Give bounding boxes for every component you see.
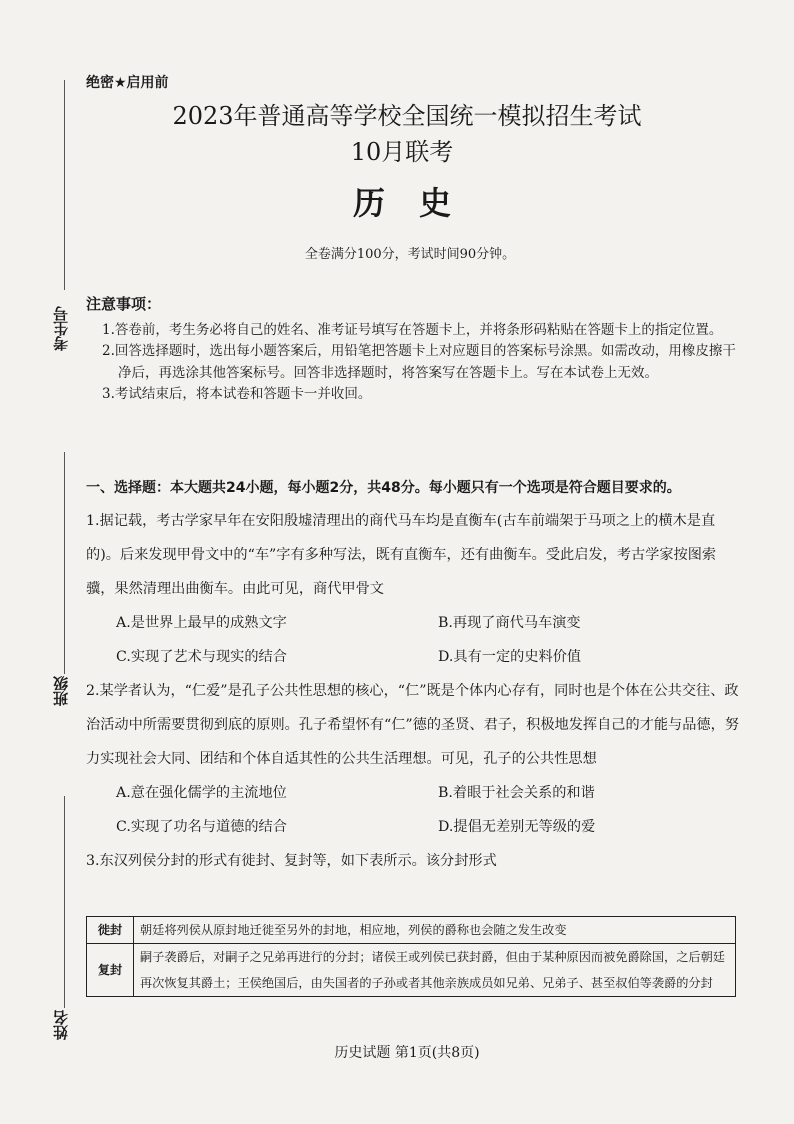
q3-table bbox=[86, 916, 736, 997]
question-3 bbox=[86, 844, 740, 878]
question-stem: 3.东汉列侯分封的形式有徙封、复封等，如下表所示。该分封形式 bbox=[86, 853, 497, 869]
option-b: B.着眼于社会关系的和谐 bbox=[438, 785, 595, 801]
notice-item: 3.考试结束后，将本试卷和答题卡一并收回。 bbox=[102, 386, 372, 402]
exam-title: 2023年普通高等学校全国统一模拟招生考试 bbox=[172, 102, 642, 130]
question-1 bbox=[86, 504, 740, 674]
question-list bbox=[86, 504, 740, 878]
notice-item: 2.回答选择题时，选出每小题答案后，用铅笔把答题卡上对应题目的答案标号涂黑。如需改动，用橡皮擦干净后，再选涂其他答案标号。回答非选择题时，将答案写在答题卡上。写在本试卷上无效。 bbox=[102, 343, 736, 381]
binding-line bbox=[64, 452, 65, 674]
question-stem: 2.某学者认为，“仁爱”是孔子公共性思想的核心，“仁”既是个体内心存有，同时也是个体在公共交往、政治活动中所需要贯彻到底的原则。孔子希望怀有“仁”德的圣贤、君子，积极地发挥自己的才能与品德，努力实现社会大同、团结和个体自适其性的公共生活理想。可见，孔子的公共性思想 bbox=[86, 683, 739, 767]
subject-title: 历史 bbox=[352, 184, 485, 222]
class-label: 班级 bbox=[52, 676, 70, 706]
notice-block bbox=[86, 294, 746, 406]
exam-number-label: 考生号 bbox=[52, 306, 70, 351]
question-2 bbox=[86, 674, 740, 844]
table-row bbox=[87, 917, 736, 944]
page-footer: 历史试题 第1页(共8页) bbox=[334, 1045, 480, 1061]
option-d: D.提倡无差别无等级的爱 bbox=[438, 819, 596, 835]
binding-line bbox=[64, 796, 65, 1008]
option-a: A.是世界上最早的成熟文字 bbox=[116, 615, 287, 631]
table-header-cell: 复封 bbox=[87, 944, 134, 997]
option-c: C.实现了艺术与现实的结合 bbox=[116, 649, 287, 665]
table-header-cell: 徙封 bbox=[87, 917, 134, 944]
option-d: D.具有一定的史料价值 bbox=[438, 649, 582, 665]
option-list bbox=[86, 606, 740, 674]
binding-margin bbox=[0, 0, 80, 1124]
option-a: A.意在强化儒学的主流地位 bbox=[116, 785, 287, 801]
notice-title: 注意事项： bbox=[86, 295, 162, 313]
confidential-mark: 绝密★启用前 bbox=[86, 75, 169, 91]
table-row bbox=[87, 944, 736, 997]
name-label: 姓名 bbox=[52, 1010, 70, 1040]
option-c: C.实现了功名与道德的结合 bbox=[116, 819, 287, 835]
option-b: B.再现了商代马车演变 bbox=[438, 615, 581, 631]
option-list bbox=[86, 776, 740, 844]
table-cell: 嗣子袭爵后，对嗣子之兄弟再进行的分封；诸侯王或列侯已获封爵，但由于某种原因而被免爵除国，之后朝廷再次恢复其爵土；王侯绝国后，由失国者的子孙或者其他亲族成员如兄弟、兄弟子、甚至叔伯等袭爵的分封 bbox=[134, 944, 736, 997]
exam-info: 全卷满分100分，考试时间90分钟。 bbox=[304, 247, 516, 262]
table-cell: 朝廷将列侯从原封地迁徙至另外的封地，相应地，列侯的爵称也会随之发生改变 bbox=[134, 917, 736, 944]
notice-item: 1.答卷前，考生务必将自己的姓名、准考证号填写在答题卡上，并将条形码粘贴在答题卡上的指定位置。 bbox=[102, 321, 723, 338]
exam-subtitle: 10月联考 bbox=[350, 138, 454, 166]
section-heading: 一、选择题：本大题共24小题，每小题2分，共48分。每小题只有一个选项是符合题目要求的。 bbox=[86, 480, 681, 496]
question-stem: 1.据记载，考古学家早年在安阳殷墟清理出的商代马车均是直衡车(古车前端架于马项之上的横木是直的)。后来发现甲骨文中的“车”字有多种写法，既有直衡车，还有曲衡车。受此启发，考古学家按图索骥，果然清理出曲衡车。由此可见，商代甲骨文 bbox=[86, 513, 717, 597]
